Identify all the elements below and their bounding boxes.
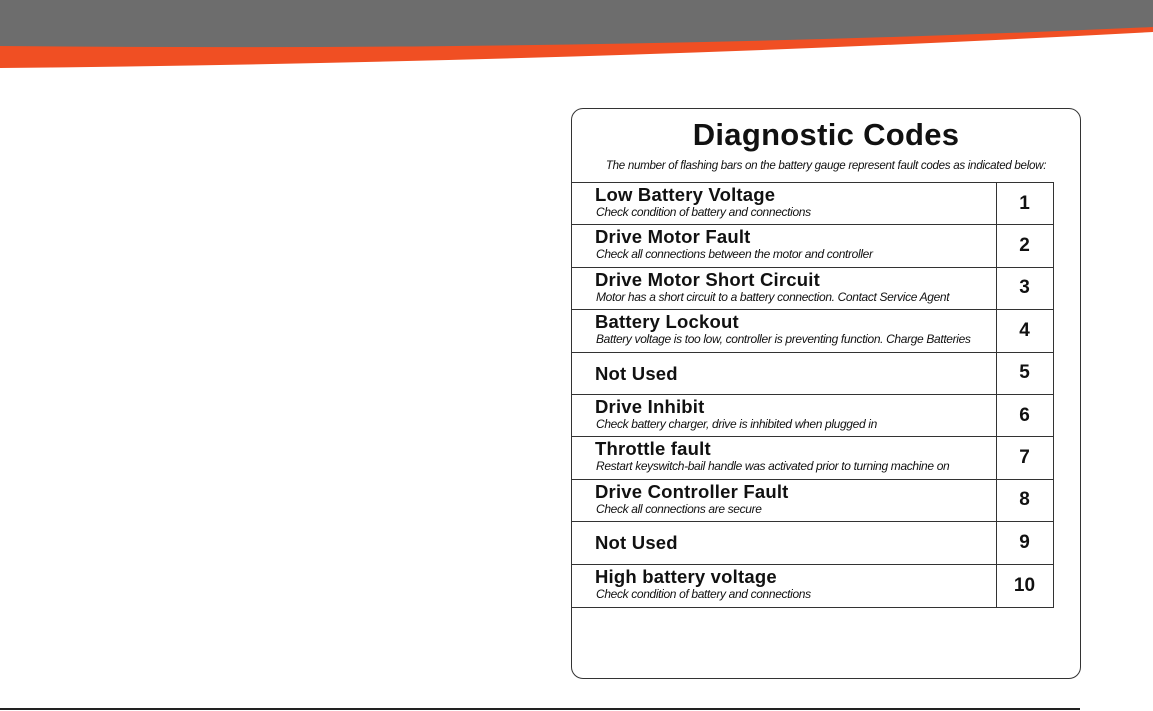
code-name: Drive Inhibit <box>595 395 705 417</box>
diagnostic-codes-decal <box>571 108 1081 679</box>
code-row <box>572 310 1053 352</box>
code-number: 3 <box>1019 277 1030 299</box>
code-number: 5 <box>1019 362 1030 384</box>
code-description-cell <box>572 437 997 478</box>
code-description-cell <box>572 395 997 436</box>
codes-table <box>572 182 1054 608</box>
code-name: Not Used <box>595 532 678 554</box>
code-note: Motor has a short circuit to a battery connection. Contact Service Agent <box>596 289 950 304</box>
code-number: 8 <box>1019 489 1030 511</box>
code-number: 1 <box>1019 192 1030 214</box>
code-name: High battery voltage <box>595 565 777 587</box>
code-description-cell <box>572 480 997 521</box>
decal-title: Diagnostic Codes <box>692 117 960 152</box>
code-row <box>572 522 1053 564</box>
code-number: 7 <box>1019 447 1030 469</box>
code-note: Check all connections between the motor and controller <box>596 247 873 262</box>
code-note: Check condition of battery and connections <box>596 205 811 219</box>
code-number: 9 <box>1019 531 1030 553</box>
code-name: Drive Controller Fault <box>595 480 789 502</box>
code-name: Not Used <box>595 362 678 384</box>
bottom-divider <box>0 708 1080 710</box>
code-note: Check condition of battery and connections <box>596 586 811 601</box>
code-description-cell <box>572 565 997 607</box>
code-number: 4 <box>1019 319 1030 341</box>
code-row <box>572 437 1053 479</box>
code-number: 10 <box>1013 574 1036 596</box>
code-row <box>572 183 1053 225</box>
code-row <box>572 268 1053 310</box>
code-note: Restart keyswitch-bail handle was activated prior to turning machine on <box>596 459 950 474</box>
code-name: Drive Motor Short Circuit <box>595 268 820 290</box>
code-description-cell <box>572 310 997 351</box>
decal-subtitle: The number of flashing bars on the battery gauge represent fault codes as indicated below: <box>605 159 1047 172</box>
code-name: Drive Motor Fault <box>595 226 751 248</box>
code-note: Battery voltage is too low, controller is preventing function. Charge Batteries <box>596 332 971 347</box>
code-description-cell <box>572 183 997 224</box>
code-description-cell <box>572 225 997 266</box>
code-name: Battery Lockout <box>595 311 739 333</box>
code-number: 6 <box>1019 404 1030 426</box>
code-row <box>572 480 1053 522</box>
code-note: Check battery charger, drive is inhibited when plugged in <box>596 416 877 431</box>
code-description-cell <box>572 353 997 394</box>
code-row <box>572 565 1053 607</box>
code-note: Check all connections are secure <box>596 501 762 516</box>
code-number: 2 <box>1019 235 1030 257</box>
code-name: Low Battery Voltage <box>595 184 776 205</box>
code-row <box>572 225 1053 267</box>
code-row <box>572 395 1053 437</box>
header-banner <box>0 0 1153 70</box>
code-name: Throttle fault <box>595 438 711 460</box>
code-description-cell <box>572 522 997 563</box>
code-row <box>572 353 1053 395</box>
code-description-cell <box>572 268 997 309</box>
